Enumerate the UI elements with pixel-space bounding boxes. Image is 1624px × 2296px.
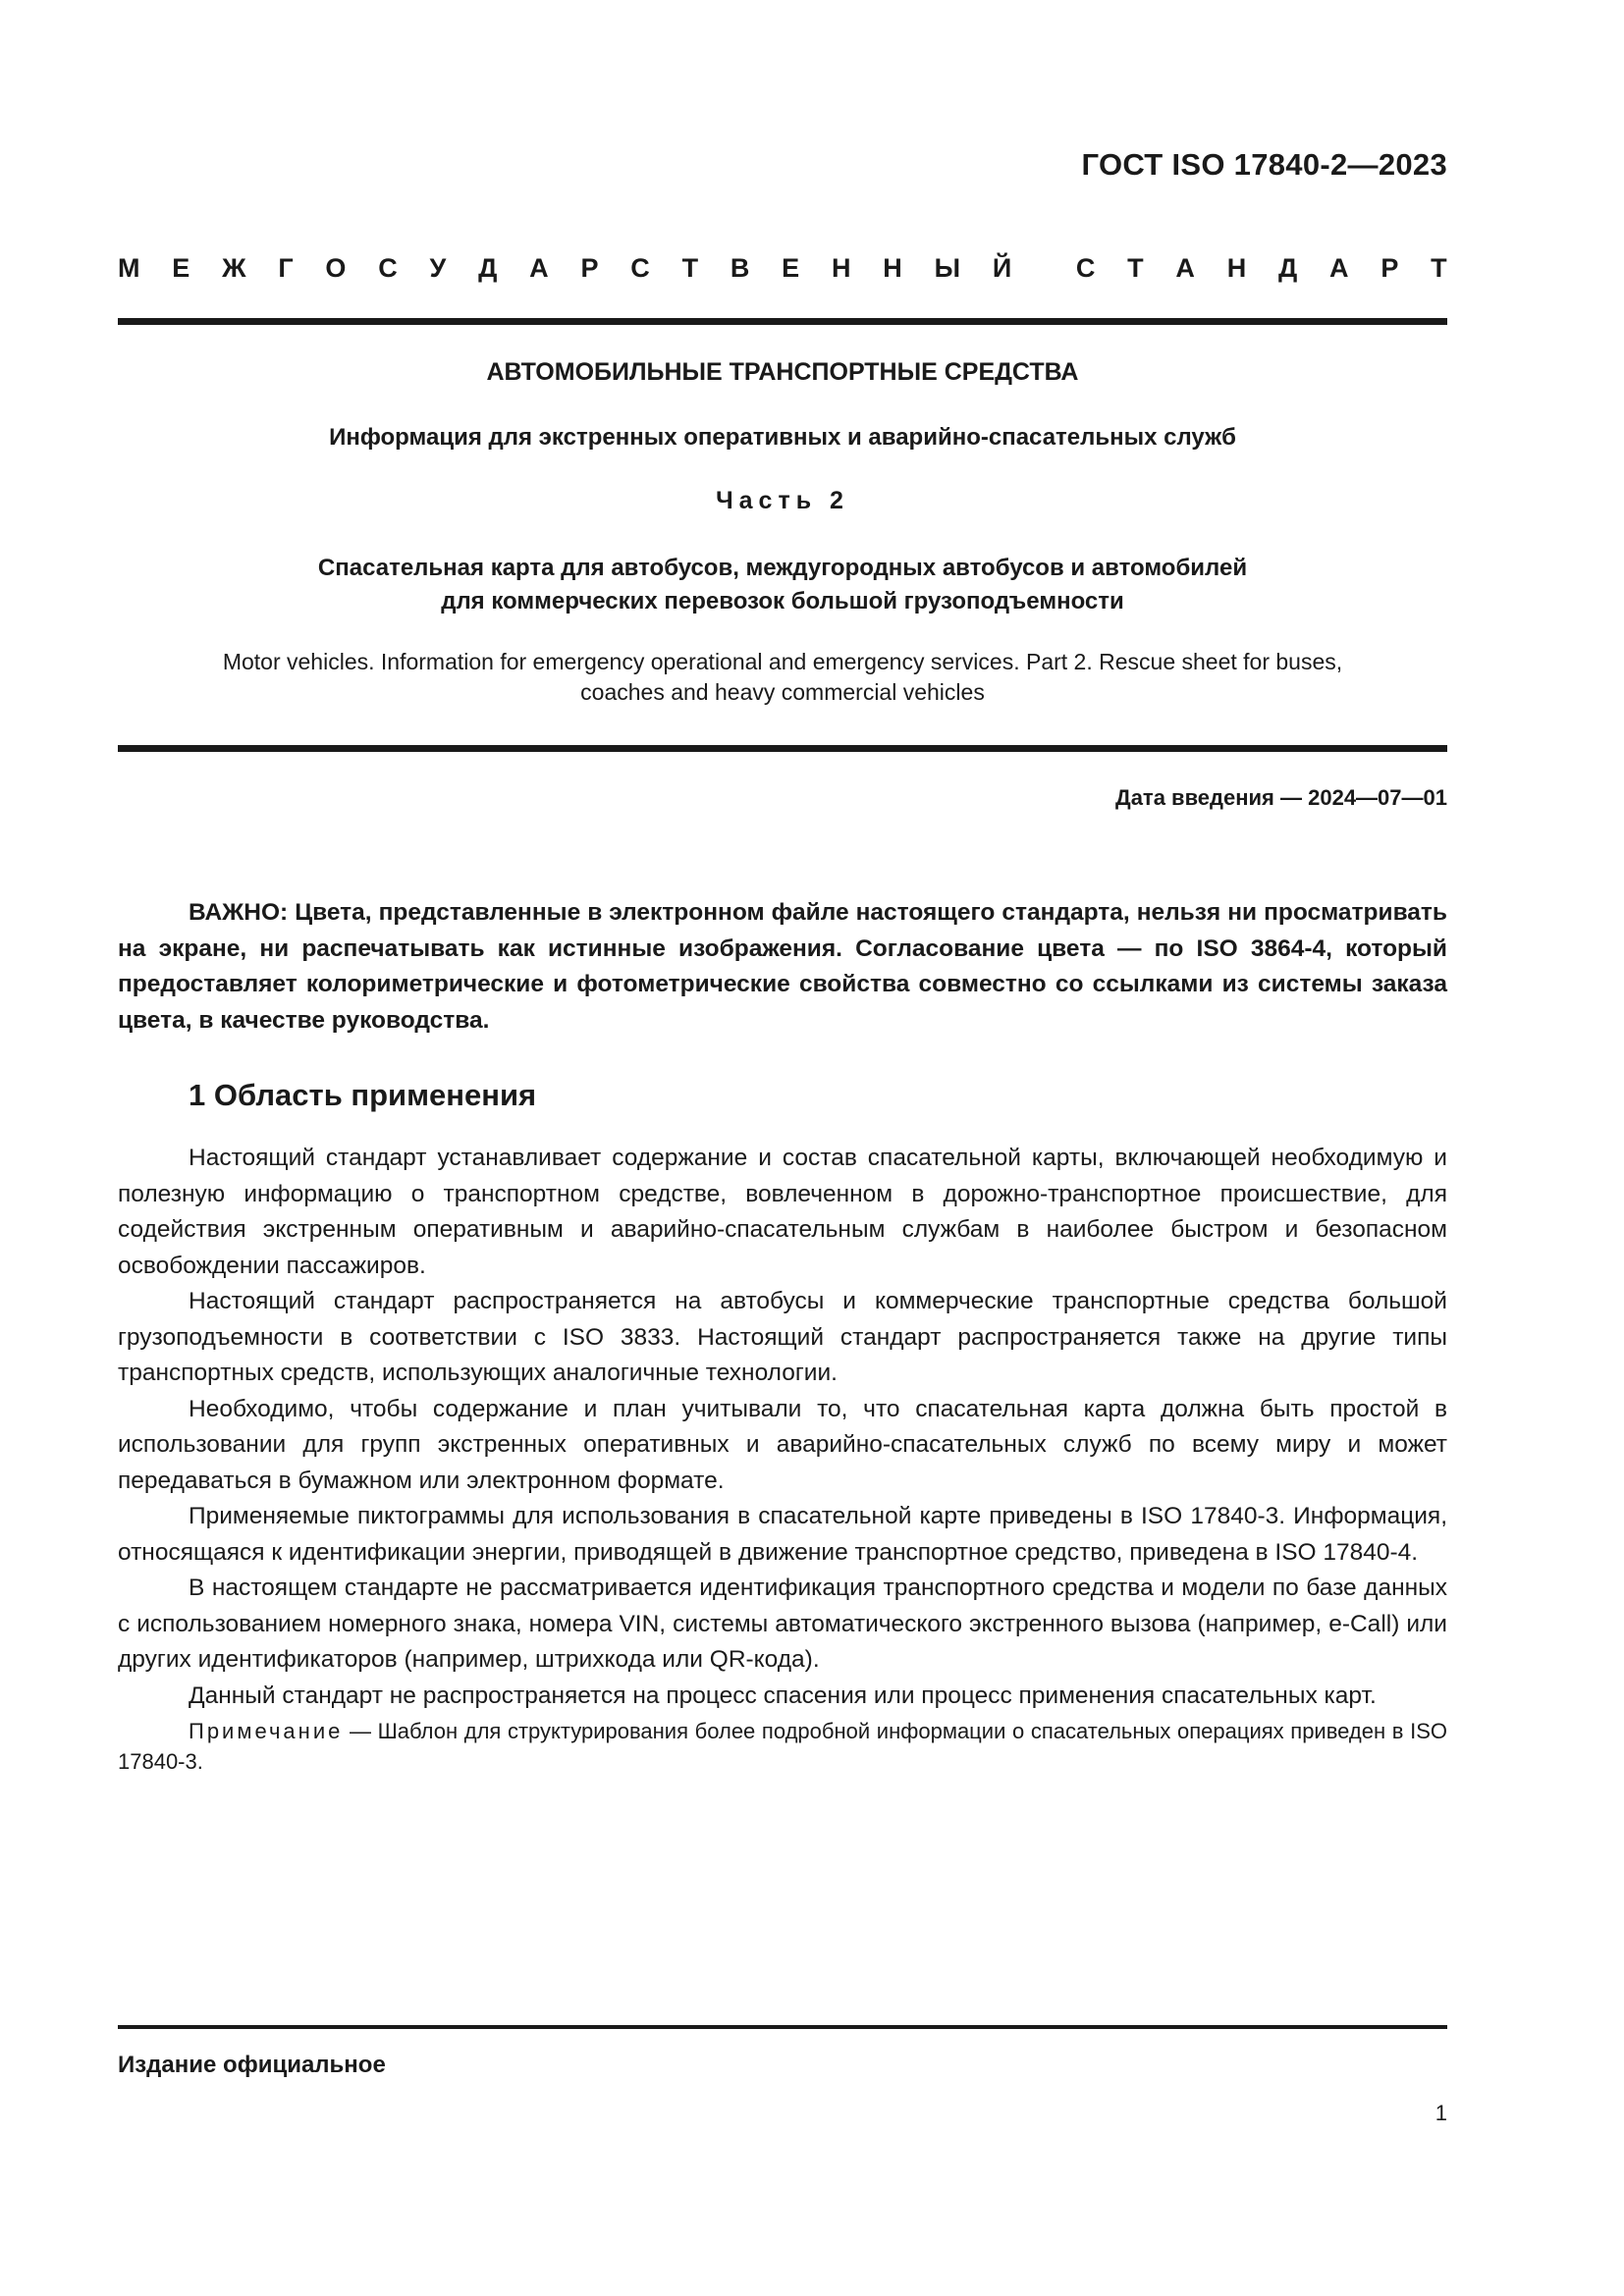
standard-type-letter: Т [1431, 253, 1447, 283]
standard-type-letter: М [118, 253, 140, 283]
paragraph: Применяемые пиктограммы для использования в спасательной карте приведены в ISO 17840-3. Информация, относящаяся к идентификации энергии, приводящей в движение транспортное средство, приведена в ISO 17840-4. [118, 1503, 1447, 1566]
part-title [118, 552, 1447, 618]
introduction-date: Дата введения — 2024—07—01 [1115, 785, 1447, 810]
bottom-divider [118, 2025, 1447, 2029]
standard-type-letter: Н [1226, 253, 1247, 283]
standard-type-letter: Ж [222, 253, 246, 283]
paragraph: Настоящий стандарт распространяется на автобусы и коммерческие транспортные средства большой грузоподъемности в соответствии с ISO 3833. Настоящий стандарт распространяется также на другие типы транспортных средств, использующих аналогичные технологии. [118, 1288, 1447, 1386]
note [118, 1716, 1447, 1777]
top-divider [118, 318, 1447, 325]
note-text: — Шаблон для структурирования более подробной информации о спасательных операциях приведен в ISO 17840-3. [118, 1719, 1447, 1774]
standard-type-letter: Г [278, 253, 294, 283]
standard-type-letter: Й [992, 253, 1012, 283]
part-number: Часть 2 [716, 487, 849, 514]
section-body [118, 1141, 1447, 1777]
standard-type-letter: Е [172, 253, 190, 283]
standard-type-letter: Н [831, 253, 851, 283]
standard-type-heading [118, 253, 1447, 284]
standard-type-letter: С [1075, 253, 1096, 283]
document-subtitle: Информация для экстренных оперативных и аварийно-спасательных служб [329, 424, 1236, 451]
standard-type-letter: Ы [934, 253, 961, 283]
standard-type-letter: О [325, 253, 347, 283]
standard-type-letter: Д [478, 253, 498, 283]
standard-type-letter: В [730, 253, 750, 283]
document-page [118, 0, 1447, 2296]
section-heading: 1 Область применения [189, 1078, 537, 1112]
paragraph: Настоящий стандарт устанавливает содержание и состав спасательной карты, включающей необходимую и полезную информацию о транспортном средстве, вовлеченном в дорожно-транспортное происшествие, для содействия экстренным оперативным и аварийно-спасательным службам в наиболее быстром и безопасном освобождении пассажиров. [118, 1145, 1447, 1279]
standard-type-letter: А [1175, 253, 1195, 283]
standard-type-letter: Д [1278, 253, 1298, 283]
standard-type-letter: У [429, 253, 447, 283]
standard-type-letter: Т [681, 253, 699, 283]
note-label: Примечание [189, 1719, 344, 1743]
standard-type-letter: Н [883, 253, 902, 283]
gost-number: ГОСТ ISO 17840-2—2023 [1081, 147, 1447, 182]
part-title-line: для коммерческих перевозок большой грузоподъемности [441, 588, 1124, 614]
standard-type-letter: Е [782, 253, 800, 283]
paragraph: В настоящем стандарте не рассматривается идентификация транспортного средства и модели по базе данных с использованием номерного знака, номера VIN, системы автоматического экстренного вызова (например, e-Call) или других идентификаторов (например, штрихкода или QR-кода). [118, 1575, 1447, 1673]
english-title-line: Motor vehicles. Information for emergency operational and emergency services. Part 2. Rescue sheet for buses, [222, 649, 1343, 674]
english-title-line: coaches and heavy commercial vehicles [580, 679, 985, 705]
important-notice: ВАЖНО: Цвета, представленные в электронном файле настоящего стандарта, нельзя ни просматривать на экране, ни распечатывать как истинные изображения. Согласование цвета — по ISO 3864-4, который предоставляет колориметрические и фотометрические свойства совместно со ссылками из системы заказа цвета, в качестве руководства. [118, 899, 1447, 1034]
standard-type-letter: Р [580, 253, 599, 283]
standard-type-letter: Р [1380, 253, 1399, 283]
middle-divider [118, 745, 1447, 752]
english-title [118, 647, 1447, 708]
document-title: АВТОМОБИЛЬНЫЕ ТРАНСПОРТНЫЕ СРЕДСТВА [486, 358, 1079, 386]
paragraph: Данный стандарт не распространяется на процесс спасения или процесс применения спасательных карт. [189, 1682, 1377, 1709]
standard-type-letter: А [1329, 253, 1349, 283]
standard-type-letter: А [529, 253, 549, 283]
official-edition-label: Издание официальное [118, 2052, 386, 2078]
part-title-line: Спасательная карта для автобусов, междугородных автобусов и автомобилей [317, 555, 1248, 581]
standard-type-letter: Т [1127, 253, 1144, 283]
standard-type-letter: С [630, 253, 650, 283]
standard-type-letter: С [378, 253, 398, 283]
paragraph: Необходимо, чтобы содержание и план учитывали то, что спасательная карта должна быть простой в использовании для групп экстренных оперативных и аварийно-спасательных служб по всему миру и может передаваться в бумажном или электронном формате. [118, 1395, 1447, 1494]
page-number: 1 [1435, 2101, 1447, 2125]
